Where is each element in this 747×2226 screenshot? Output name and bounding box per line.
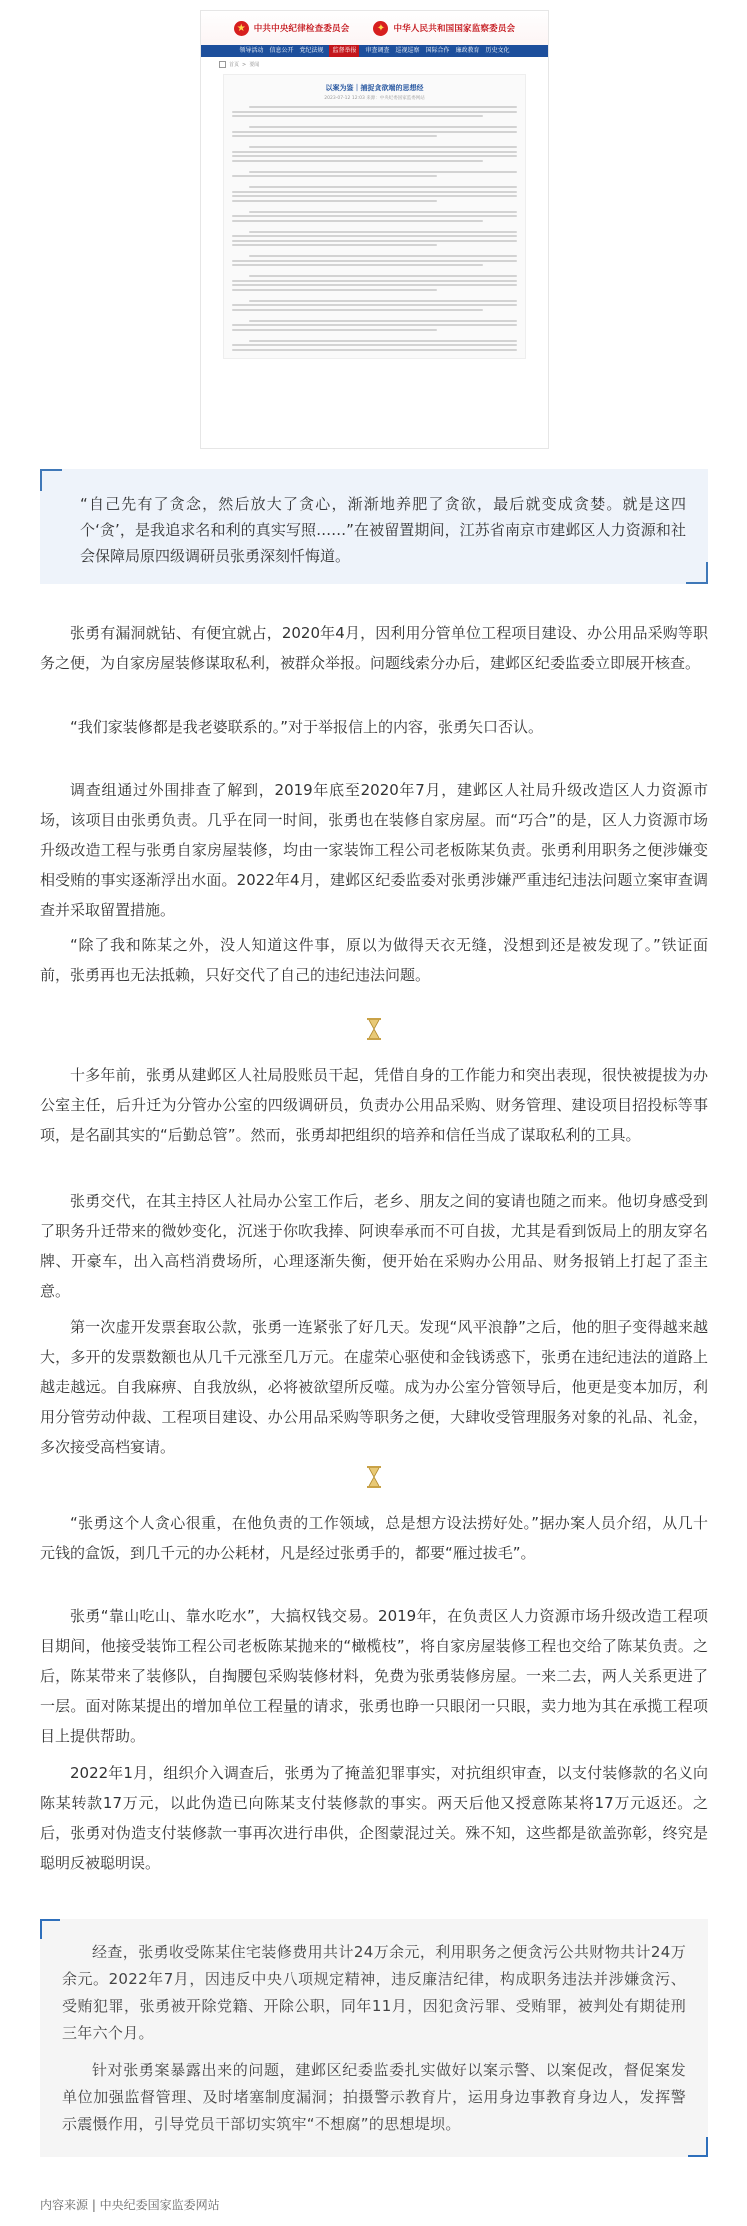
home-icon — [219, 61, 226, 68]
article-title: 以案为鉴｜捕捉贪欲端的思想经 — [325, 84, 424, 92]
paragraph: 2022年1月，组织介入调查后，张勇为了掩盖犯罪事实，对抗组织审查，以支付装修款的名义向陈某转款17万元，以此伪造已向陈某支付装修款的事实。两天后他又授意陈某将17万元返还。之后，张勇对伪造支付装修款一事再次进行串供，企图蒙混过关。殊不知，这些都是欲盖弥彰，终究是聪明反被聪明误。 — [40, 1764, 708, 1872]
left-org-name: 中共中央纪律检查委员会 — [253, 24, 350, 34]
breadcrumb-home: 首页 — [229, 62, 240, 68]
paragraph: 十多年前，张勇从建邺区人社局股账员干起，凭借自身的工作能力和突出表现，很快被提拔为办公室主任，后升迁为分管办公室的四级调研员，负责办公用品采购、财务管理、建设项目招投标等事项，是名副其实的“后勤总管”。然而，张勇却把组织的培养和信任当成了谋取私利的工具。 — [40, 1066, 708, 1144]
nav-item: 审查调查 — [365, 47, 390, 54]
conclusion-paragraph: 经查，张勇收受陈某住宅装修费用共计24万余元，利用职务之便贪污公共财物共计24万余元。2022年7月，因违反中央八项规定精神，违反廉洁纪律，构成职务违法并涉嫌贪污、受贿犯罪，张勇被开除党籍、开除公职，同年11月，因犯贪污罪、受贿罪，被判处有期徒刑三年六个月。 — [62, 1943, 686, 2042]
article-body-lines — [232, 106, 517, 351]
nav-item: 领导活动 — [239, 47, 264, 54]
paragraph: 调查组通过外围排查了解到，2019年底至2020年7月，建邺区人社局升级改造区人力资源市场，该项目由张勇负责。几乎在同一时间，张勇也在装修自家房屋。而“巧合”的是，区人力资源市场升级改造工程与张勇自家房屋装修，均由一家装饰工程公司老板陈某负责。张勇利用职务之便涉嫌变相受贿的事实逐渐浮出水面。2022年4月，建邺区纪委监委对张勇涉嫌严重违纪违法问题立案审查调查并采取留置措施。 — [40, 781, 708, 919]
conclusion-paragraph: 针对张勇案暴露出来的问题，建邺区纪委监委扎实做好以案示警、以案促改，督促案发单位加强监督管理、及时堵塞制度漏洞；拍摄警示教育片，运用身边事教育身边人，发挥警示震慑作用，引导党员干部切实筑牢“不想腐”的思想堤坝。 — [62, 2061, 686, 2133]
paragraph: 第一次虚开发票套取公款，张勇一连紧张了好几天。发现“风平浪静”之后，他的胆子变得越来越大，多开的发票数额也从几千元涨至几万元。在虚荣心驱使和金钱诱惑下，张勇在违纪违法的道路上越走越远。自我麻痹、自我放纵，必将被欲望所反噬。成为办公室分管领导后，他更是变本加厉，利用分管劳动仲裁、工程项目建设、办公用品采购等职务之便，大肆收受管理服务对象的礼品、礼金，多次接受高档宴请。 — [40, 1318, 708, 1456]
site-nav — [201, 45, 548, 57]
right-org-name: 中华人民共和国国家监察委员会 — [393, 24, 516, 34]
nav-item: 历史文化 — [485, 47, 510, 54]
paragraph: 张勇“靠山吃山、靠水吃水”，大搞权钱交易。2019年，在负责区人力资源市场升级改造工程项目期间，他接受装饰工程公司老板陈某抛来的“橄榄枝”，将自家房屋装修工程也交给了陈某负责。之后，陈某带来了装修队，自掏腰包采购装修材料，免费为张勇装修房屋。一来二去，两人关系更进了一层。面对陈某提出的增加单位工程量的请求，张勇也睁一只眼闭一只眼，卖力地为其在承揽工程项目上提供帮助。 — [40, 1607, 708, 1745]
paragraph: 张勇有漏洞就钻、有便宜就占，2020年4月，因利用分管单位工程项目建设、办公用品采购等职务之便，为自家房屋装修谋取私利，被群众举报。问题线索分办后，建邺区纪委监委立即展开核查。 — [40, 624, 708, 672]
right-brand — [373, 21, 515, 36]
quote-text: “自己先有了贪念，然后放大了贪心，渐渐地养肥了贪欲，最后就变成贪婪。就是这四个‘贪’，是我追求名和利的真实写照……”在被留置期间，江苏省南京市建邺区人力资源和社会保障局原四级调研员张勇深刻忏悔道。 — [80, 495, 686, 565]
site-breadcrumb — [201, 57, 548, 72]
nav-item: 廉政教育 — [455, 47, 480, 54]
corner-decoration — [688, 2137, 708, 2157]
content-source: 内容来源 | 中央纪委国家监委网站 — [40, 2198, 220, 2212]
article-meta: 2023-07-12 12:03 来源：中央纪委国家监委网站 — [324, 96, 425, 101]
hourglass-icon — [366, 1466, 382, 1488]
corner-decoration — [686, 562, 708, 584]
quote-block — [40, 469, 708, 584]
party-emblem-icon: ★ — [234, 21, 249, 36]
corner-decoration — [40, 469, 62, 491]
site-header — [201, 11, 548, 45]
paragraph: “张勇这个人贪心很重，在他负责的工作领域，总是想方设法捞好处。”据办案人员介绍，从几十元钱的盒饭，到几千元的办公耗材，凡是经过张勇手的，都要“雁过拔毛”。 — [40, 1514, 708, 1562]
paragraph: “我们家装修都是我老婆联系的。”对于举报信上的内容，张勇矢口否认。 — [70, 718, 544, 736]
left-brand — [234, 21, 350, 36]
corner-decoration — [40, 1919, 60, 1939]
paragraph: “除了我和陈某之外，没人知道这件事，原以为做得天衣无缝，没想到还是被发现了。”铁证面前，张勇再也无法抵赖，只好交代了自己的违纪违法问题。 — [40, 936, 708, 984]
nav-item: 党纪法规 — [299, 47, 324, 54]
national-emblem-icon: ✦ — [373, 21, 388, 36]
nav-item: 信息公开 — [269, 47, 294, 54]
nav-item: 巡视巡察 — [395, 47, 420, 54]
nav-item: 监督举报 — [329, 45, 359, 57]
article-card — [223, 74, 526, 359]
website-screenshot — [200, 10, 549, 449]
hourglass-icon — [366, 1018, 382, 1040]
breadcrumb-section: 要闻 — [249, 62, 260, 68]
paragraph: 张勇交代，在其主持区人社局办公室工作后，老乡、朋友之间的宴请也随之而来。他切身感受到了职务升迁带来的微妙变化，沉迷于你吹我捧、阿谀奉承而不可自拔，尤其是看到饭局上的朋友穿名牌、开豪车，出入高档消费场所，心理逐渐失衡，便开始在采购办公用品、财务报销上打起了歪主意。 — [40, 1192, 708, 1300]
nav-item: 国际合作 — [425, 47, 450, 54]
conclusion-box — [40, 1919, 708, 2157]
breadcrumb-sep: > — [242, 61, 247, 68]
